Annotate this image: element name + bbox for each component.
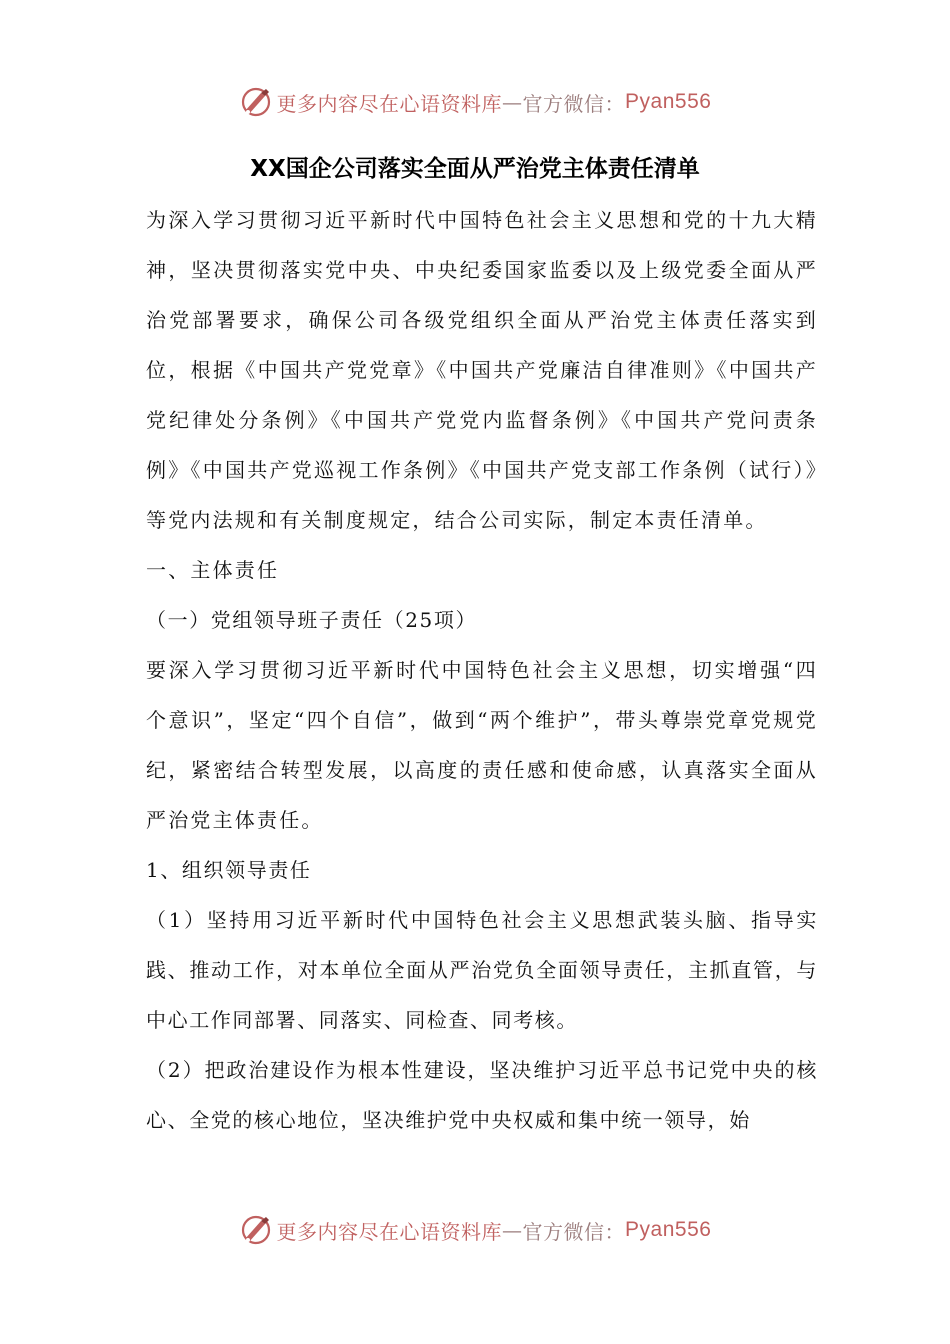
- watermark-header: [0, 82, 950, 122]
- watermark-wechat-id: Pyan556: [625, 90, 712, 113]
- pen-circle-icon: [239, 85, 273, 119]
- watermark-wechat-id: Pyan556: [625, 1218, 712, 1241]
- list-item-1: （1）坚持用习近平新时代中国特色社会主义思想武装头脑、指导实践、推动工作，对本单位全面从严治党负全面领导责任，主抓直管，与中心工作同部署、同落实、同检查、同考核。: [146, 908, 818, 1032]
- watermark-sub-text: 官方微信：: [522, 91, 626, 116]
- watermark-dash: —: [502, 90, 523, 114]
- body-paragraph: 要深入学习贯彻习近平新时代中国特色社会主义思想，切实增强“四个意识”，坚定“四个自信”，做到“两个维护”，带头尊崇党章党规党纪，紧密结合转型发展，以高度的责任感和使命感，认真落实全面从严治党主体责任。: [146, 658, 818, 832]
- pen-circle-icon: [239, 1213, 273, 1247]
- document-body: [146, 195, 818, 1145]
- watermark-main-text: 更多内容尽在心语资料库: [276, 1219, 503, 1244]
- document-title: XX国企公司落实全面从严治党主体责任清单: [250, 156, 700, 182]
- watermark-footer: [0, 1210, 950, 1250]
- section-heading: 一、主体责任: [146, 558, 280, 582]
- intro-paragraph: 为深入学习贯彻习近平新时代中国特色社会主义思想和党的十九大精神，坚决贯彻落实党中央、中央纪委国家监委以及上级党委全面从严治党部署要求，确保公司各级党组织全面从严治党主体责任落实到位，根据《中国共产党党章》《中国共产党廉洁自律准则》《中国共产党纪律处分条例》《中国共产党党内监督条例》《中国共产党问责条例》《中国共产党巡视工作条例》《中国共产党支部工作条例（试行）》等党内法规和有关制度规定，结合公司实际，制定本责任清单。: [146, 208, 818, 532]
- watermark-sub-text: 官方微信：: [522, 1219, 626, 1244]
- item-heading: 1、组织领导责任: [146, 858, 312, 882]
- watermark-dash: —: [502, 1218, 523, 1242]
- watermark-main-text: 更多内容尽在心语资料库: [276, 91, 503, 116]
- subsection-heading: （一）党组领导班子责任（25项）: [146, 608, 478, 632]
- list-item-2: （2）把政治建设作为根本性建设，坚决维护习近平总书记党中央的核心、全党的核心地位，坚决维护党中央权威和集中统一领导，始: [146, 1058, 818, 1132]
